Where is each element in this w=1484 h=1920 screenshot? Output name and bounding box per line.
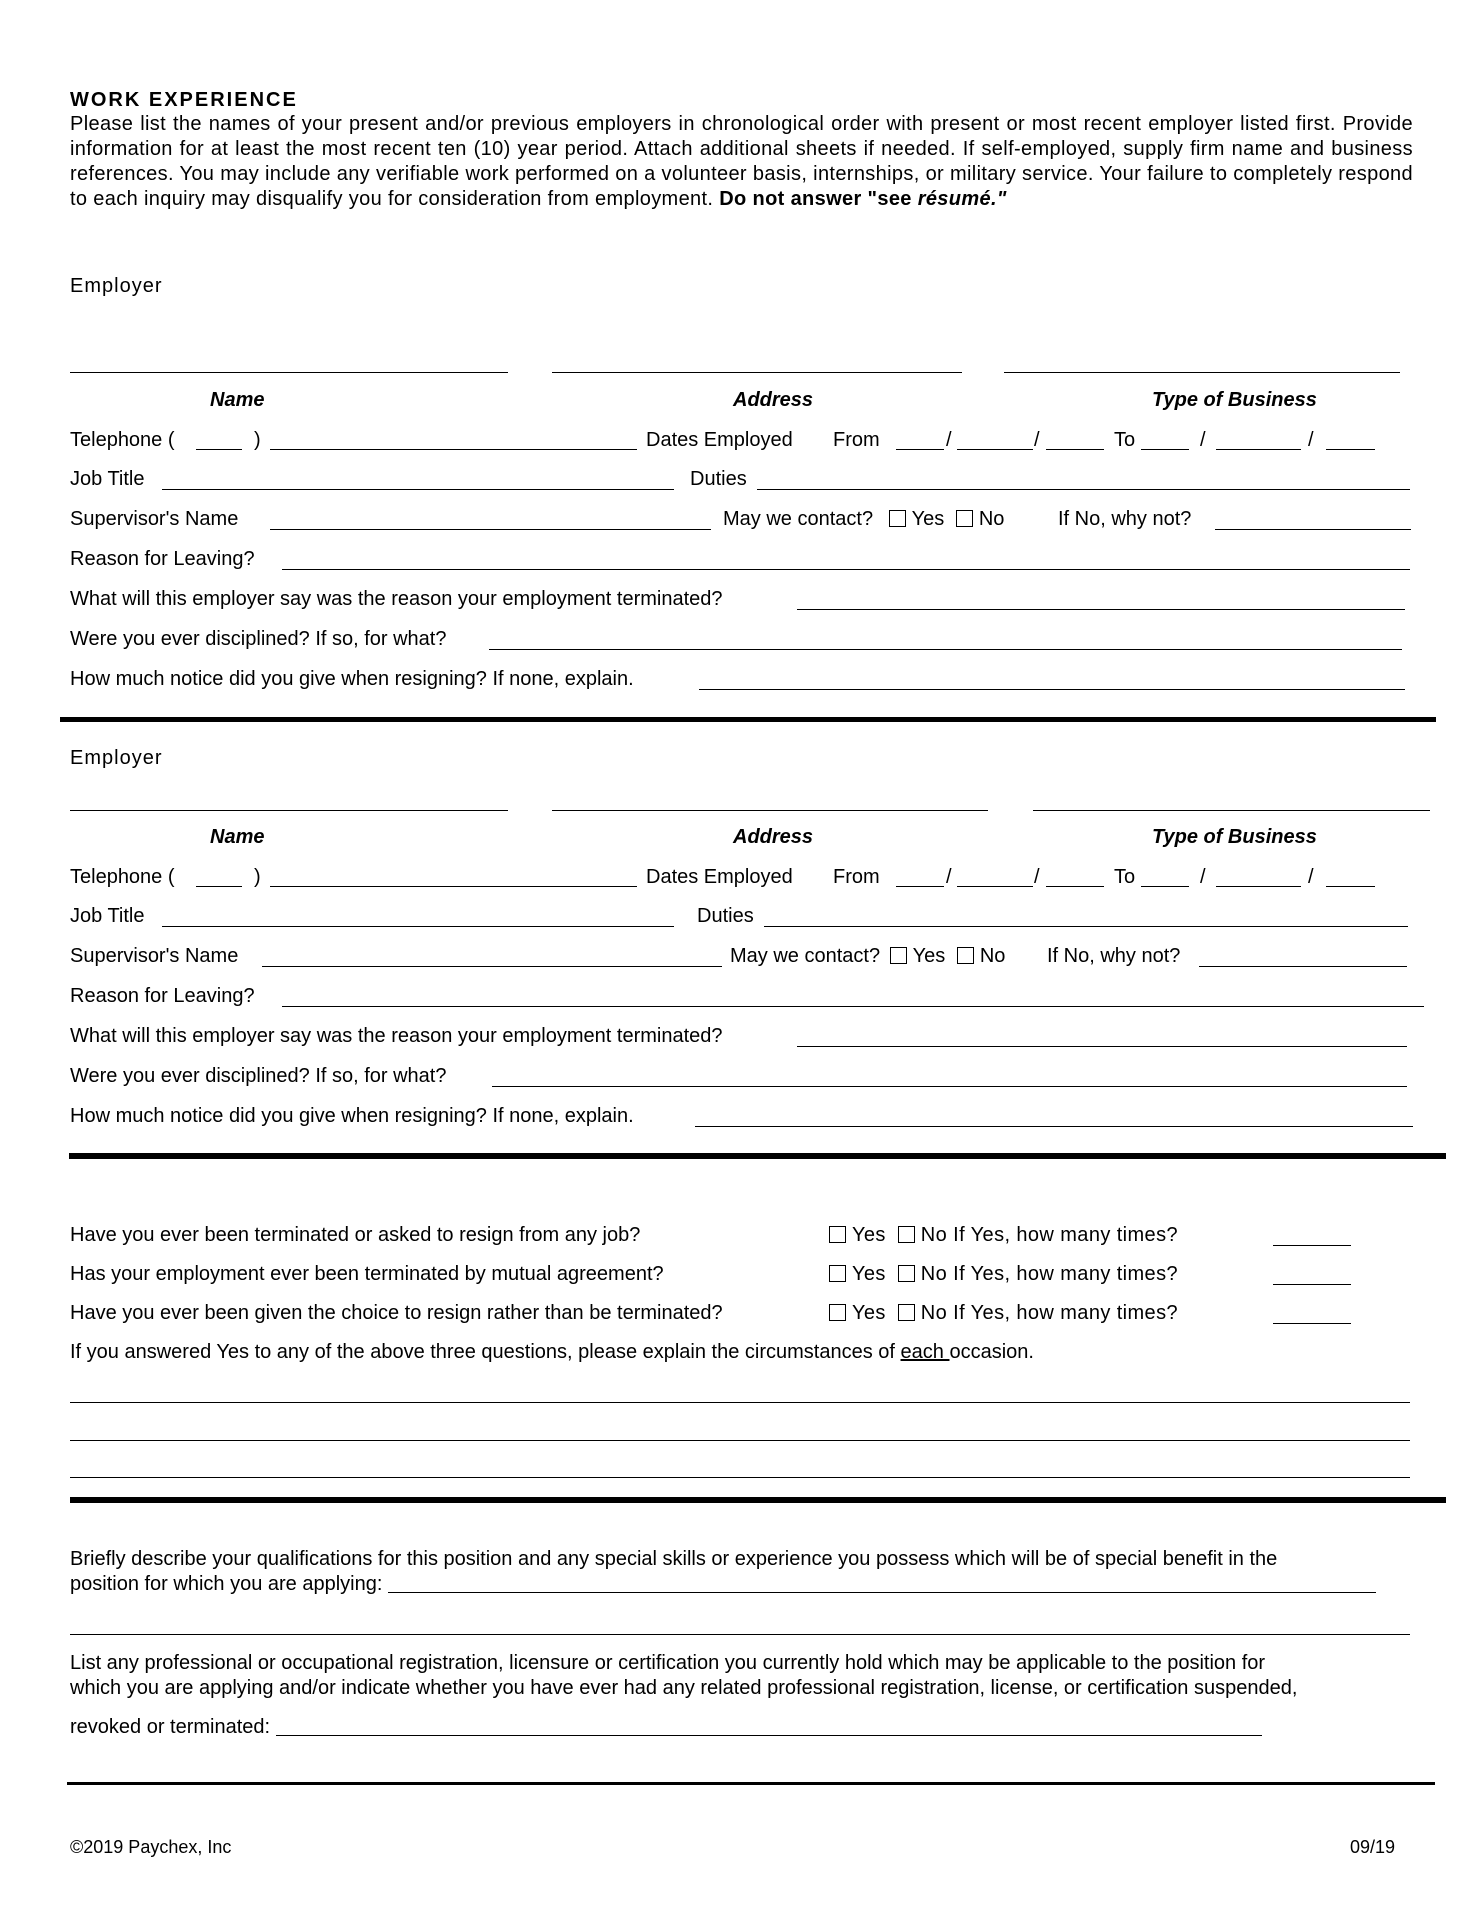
to-slash-2a: / [1200, 866, 1206, 888]
termination-yes-label-2: Yes [852, 1263, 886, 1285]
why-not-label-1: If No, why not? [1058, 508, 1192, 530]
notice-label-2: How much notice did you give when resigning? If none, explain. [70, 1105, 634, 1127]
certification-line-1: List any professional or occupational registration, licensure or certification you currently hold which may be applicable to the position for [70, 1652, 1266, 1674]
disciplined-field-1[interactable] [489, 649, 1402, 650]
employer-address-field-2[interactable] [552, 810, 988, 811]
terminated-label-2: What will this employer say was the reason your employment terminated? [70, 1025, 723, 1047]
from-day-field-1[interactable] [957, 449, 1033, 450]
section-title: WORK EXPERIENCE [70, 89, 298, 111]
telephone-area-field-1[interactable] [196, 449, 242, 450]
why-not-field-1[interactable] [1215, 529, 1411, 530]
certification-field[interactable] [276, 1735, 1262, 1736]
explain-text-before: If you answered Yes to any of the above three questions, please explain the circumstances of [70, 1341, 901, 1363]
qualifications-field-line-2[interactable] [70, 1634, 1410, 1635]
termination-no-checkbox-3[interactable] [898, 1304, 915, 1321]
telephone-number-field-2[interactable] [270, 886, 637, 887]
explain-text-after: occasion. [949, 1341, 1034, 1363]
duties-label-2: Duties [697, 905, 754, 927]
certification-line-2: which you are applying and/or indicate whether you have ever had any related professional registration, license, or certification suspended, [70, 1677, 1298, 1699]
from-slash-2b: / [1034, 866, 1040, 888]
telephone-close-1: ) [254, 429, 261, 451]
to-slash-1b: / [1308, 429, 1314, 451]
no-label-1: No [978, 508, 1005, 530]
job-title-label-1: Job Title [70, 468, 145, 490]
from-slash-2a: / [946, 866, 952, 888]
explain-field-line-3[interactable] [70, 1477, 1410, 1478]
telephone-close-2: ) [254, 866, 261, 888]
from-year-field-1[interactable] [1046, 449, 1104, 450]
duties-label-1: Duties [690, 468, 747, 490]
to-slash-2b: / [1308, 866, 1314, 888]
qualifications-line-2-row [70, 1572, 1410, 1597]
notice-field-2[interactable] [695, 1126, 1413, 1127]
footer-date: 09/19 [1350, 1837, 1396, 1857]
reason-field-1[interactable] [282, 569, 1410, 570]
disciplined-field-2[interactable] [492, 1086, 1407, 1087]
terminated-label-1: What will this employer say was the reason your employment terminated? [70, 588, 723, 610]
yes-label-1: Yes [911, 508, 945, 530]
certification-line-3-row [70, 1715, 1410, 1740]
why-not-field-2[interactable] [1199, 966, 1407, 967]
from-month-field-2[interactable] [896, 886, 944, 887]
to-year-field-2[interactable] [1326, 886, 1375, 887]
section-divider-3 [70, 1497, 1446, 1503]
job-title-field-1[interactable] [162, 489, 674, 490]
supervisor-label-1: Supervisor's Name [70, 508, 239, 530]
footer-divider [67, 1782, 1435, 1785]
employer-business-field-2[interactable] [1033, 810, 1430, 811]
to-month-field-2[interactable] [1141, 886, 1189, 887]
yes-label-2: Yes [912, 945, 946, 967]
qualifications-field[interactable] [388, 1592, 1376, 1593]
business-label-1: Type of Business [1152, 389, 1317, 411]
to-day-field-2[interactable] [1216, 886, 1301, 887]
to-label-1: To [1114, 429, 1136, 451]
from-month-field-1[interactable] [896, 449, 944, 450]
business-label-2: Type of Business [1152, 826, 1317, 848]
telephone-number-field-1[interactable] [270, 449, 637, 450]
from-day-field-2[interactable] [957, 886, 1033, 887]
telephone-label-2: Telephone ( [70, 866, 175, 888]
no-checkbox-1[interactable] [956, 510, 973, 527]
reason-field-2[interactable] [282, 1006, 1424, 1007]
to-label-2: To [1114, 866, 1136, 888]
qualifications-line-1: Briefly describe your qualifications for this position and any special skills or experience you possess which will be of special benefit in the [70, 1548, 1278, 1570]
no-label-2: No [979, 945, 1006, 967]
termination-yes-checkbox-1[interactable] [829, 1226, 846, 1243]
termination-question-3: Have you ever been given the choice to resign rather than be terminated? [70, 1302, 723, 1324]
termination-options-3 [829, 1303, 1178, 1323]
termination-question-2: Has your employment ever been terminated by mutual agreement? [70, 1263, 664, 1285]
employer-business-field-1[interactable] [1004, 372, 1400, 373]
explain-field-line-1[interactable] [70, 1402, 1410, 1403]
intro-bold: Do not answer "see résumé." [719, 188, 1007, 210]
why-not-label-2: If No, why not? [1047, 945, 1181, 967]
supervisor-label-2: Supervisor's Name [70, 945, 239, 967]
employer-heading-2: Employer [70, 747, 163, 769]
explain-text-each: each [900, 1341, 950, 1363]
termination-no-label-3: No [920, 1302, 948, 1324]
no-checkbox-2[interactable] [957, 947, 974, 964]
job-title-field-2[interactable] [162, 926, 674, 927]
yes-checkbox-1[interactable] [889, 510, 906, 527]
reason-label-2: Reason for Leaving? [70, 985, 255, 1007]
to-month-field-1[interactable] [1141, 449, 1189, 450]
reason-label-1: Reason for Leaving? [70, 548, 255, 570]
times-field-1[interactable] [1273, 1245, 1351, 1246]
duties-field-1[interactable] [757, 489, 1410, 490]
to-year-field-1[interactable] [1326, 449, 1375, 450]
times-label-3: If Yes, how many times? [953, 1302, 1179, 1324]
address-label-2: Address [733, 826, 814, 848]
termination-no-label-1: No [920, 1224, 948, 1246]
disciplined-label-2: Were you ever disciplined? If so, for what? [70, 1065, 447, 1087]
certification-line-3: revoked or terminated: [70, 1716, 271, 1738]
termination-yes-label-1: Yes [852, 1224, 886, 1246]
from-label-1: From [833, 429, 880, 451]
telephone-area-field-2[interactable] [196, 886, 242, 887]
times-field-3[interactable] [1273, 1323, 1351, 1324]
termination-no-checkbox-2[interactable] [898, 1265, 915, 1282]
may-contact-label-1: May we contact? [723, 508, 874, 530]
name-label-2: Name [210, 826, 265, 848]
employer-name-field-1[interactable] [70, 372, 508, 373]
from-year-field-2[interactable] [1046, 886, 1104, 887]
termination-no-label-2: No [920, 1263, 948, 1285]
times-field-2[interactable] [1273, 1284, 1351, 1285]
employer-heading-1: Employer [70, 275, 163, 297]
supervisor-field-1[interactable] [270, 529, 711, 530]
address-label-1: Address [733, 389, 814, 411]
from-label-2: From [833, 866, 880, 888]
to-slash-1a: / [1200, 429, 1206, 451]
termination-explain-prompt [70, 1342, 1034, 1362]
to-day-field-1[interactable] [1216, 449, 1301, 450]
yes-checkbox-2[interactable] [890, 947, 907, 964]
times-label-2: If Yes, how many times? [953, 1263, 1179, 1285]
terminated-field-2[interactable] [797, 1046, 1407, 1047]
qualifications-prompt [70, 1547, 1410, 1597]
section-divider-2 [69, 1153, 1446, 1159]
certification-prompt [70, 1651, 1410, 1740]
footer-copyright: ©2019 Paychex, Inc [70, 1837, 232, 1857]
termination-no-checkbox-1[interactable] [898, 1226, 915, 1243]
dates-employed-label-2: Dates Employed [646, 866, 793, 888]
from-slash-1b: / [1034, 429, 1040, 451]
intro-text: Please list the names of your present and/or previous employers in chronological order with present or most recent employer listed first. Provide information for at least the most recent ten (10) year period. Attach additional sheets if needed. If self-employed, supply firm name and business references. You may include any verifiable work performed on a volunteer basis, internships, or military service. Your failure to completely respond to each inquiry may disqualify you for consideration from employment. [70, 113, 1413, 210]
termination-options-2 [829, 1264, 1178, 1284]
termination-question-1: Have you ever been terminated or asked to resign from any job? [70, 1224, 641, 1246]
explain-field-line-2[interactable] [70, 1440, 1410, 1441]
times-label-1: If Yes, how many times? [953, 1224, 1179, 1246]
section-intro [70, 112, 1413, 212]
notice-field-1[interactable] [699, 689, 1405, 690]
name-label-1: Name [210, 389, 265, 411]
employer-name-field-2[interactable] [70, 810, 508, 811]
qualifications-line-2: position for which you are applying: [70, 1573, 383, 1595]
termination-options-1 [829, 1225, 1178, 1245]
termination-yes-checkbox-2[interactable] [829, 1265, 846, 1282]
may-contact-group-1 [723, 509, 1004, 529]
termination-yes-checkbox-3[interactable] [829, 1304, 846, 1321]
may-contact-group-2 [730, 946, 1005, 966]
notice-label-1: How much notice did you give when resigning? If none, explain. [70, 668, 634, 690]
supervisor-field-2[interactable] [262, 966, 722, 967]
dates-employed-label-1: Dates Employed [646, 429, 793, 451]
duties-field-2[interactable] [764, 926, 1408, 927]
job-title-label-2: Job Title [70, 905, 145, 927]
employer-address-field-1[interactable] [552, 372, 962, 373]
terminated-field-1[interactable] [797, 609, 1405, 610]
disciplined-label-1: Were you ever disciplined? If so, for what? [70, 628, 447, 650]
telephone-label-1: Telephone ( [70, 429, 175, 451]
termination-yes-label-3: Yes [852, 1302, 886, 1324]
from-slash-1a: / [946, 429, 952, 451]
section-divider-1 [60, 717, 1436, 722]
may-contact-label-2: May we contact? [730, 945, 881, 967]
